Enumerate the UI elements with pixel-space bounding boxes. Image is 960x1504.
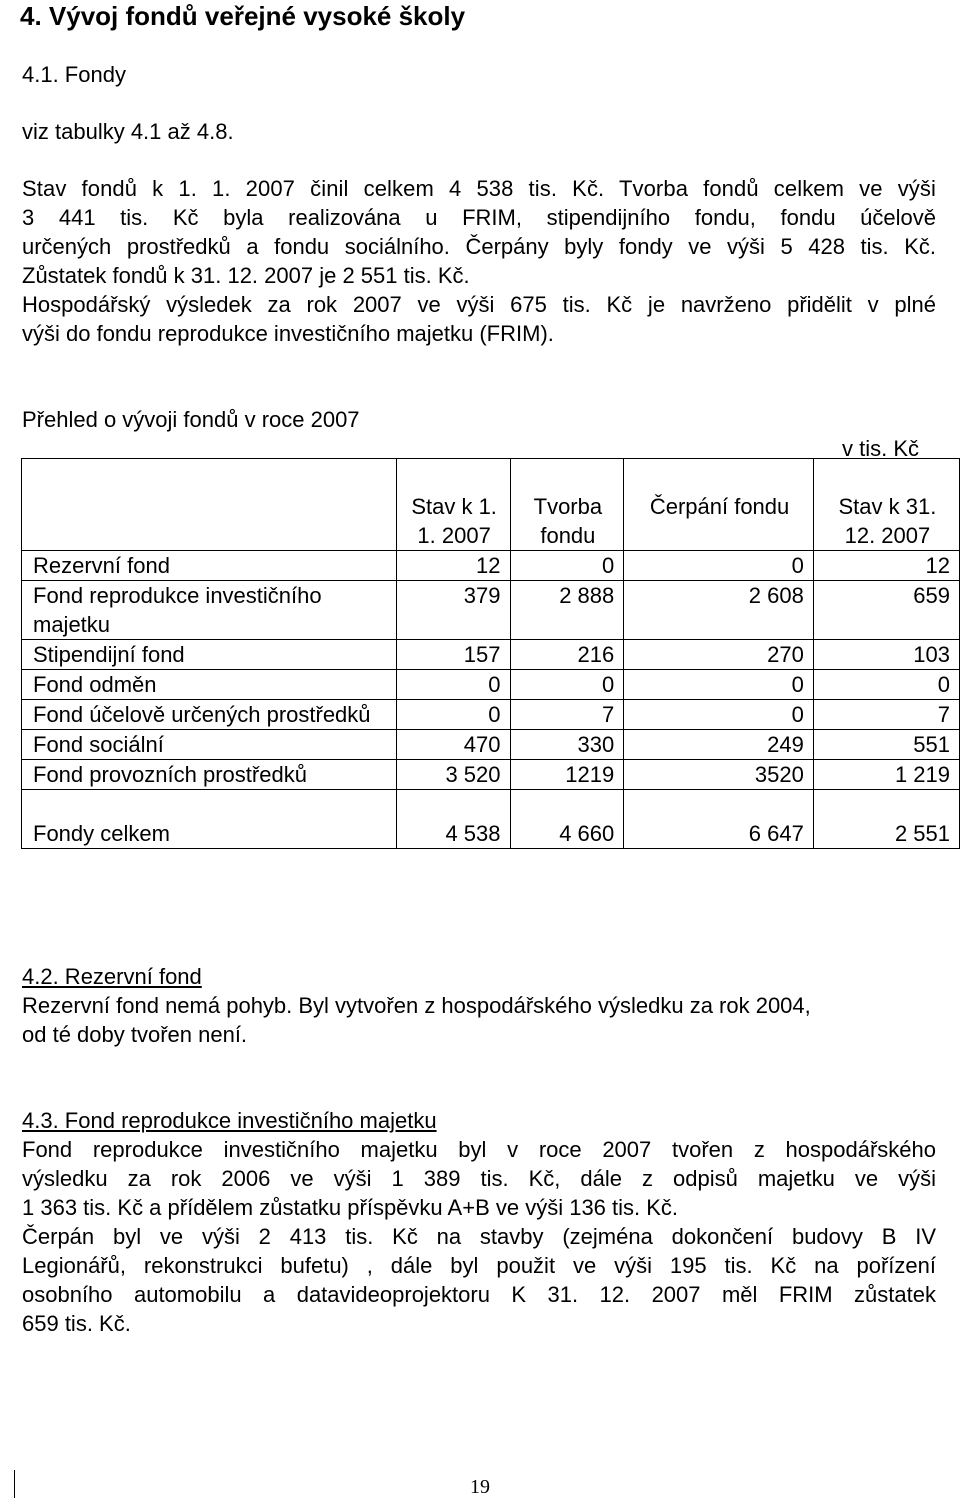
value-cell: 2 608: [624, 581, 814, 640]
value-cell: 103: [813, 640, 959, 670]
table-total-row: [22, 790, 960, 849]
header-cell: Tvorba fondu: [510, 459, 624, 551]
fund-name-cell: Fond reprodukce investičního majetku: [22, 581, 397, 640]
value-cell: 216: [510, 640, 624, 670]
total-value-cell: 4 538: [396, 790, 510, 849]
unit-label: v tis. Kč: [842, 436, 920, 461]
section-4-2-paragraph: [22, 991, 936, 1049]
paragraph-line: od té doby tvořen není.: [22, 1022, 248, 1047]
header-cell: Stav k 31. 12. 2007: [813, 459, 959, 551]
paragraph-line: výsledku za rok 2006 ve výši 1 389 tis. Kč, dále z odpisů majetku ve výši: [22, 1166, 936, 1191]
section-4-3-paragraph: [22, 1135, 936, 1338]
chapter-heading: 4. Vývoj fondů veřejné vysoké školy: [20, 1, 466, 31]
table-row: [22, 700, 960, 730]
paragraph-line: Čerpán byl ve výši 2 413 tis. Kč na stavby (zejména dokončení budovy B IV: [22, 1224, 936, 1249]
total-value-cell: 6 647: [624, 790, 814, 849]
paragraph-line: Fond reprodukce investičního majetku byl v roce 2007 tvořen z hospodářského: [22, 1137, 936, 1162]
value-cell: 7: [813, 700, 959, 730]
total-label-cell: Fondy celkem: [22, 790, 397, 849]
total-value-cell: 2 551: [813, 790, 959, 849]
paragraph-line: Zůstatek fondů k 31. 12. 2007 je 2 551 tis. Kč.: [22, 263, 470, 288]
value-cell: 0: [396, 670, 510, 700]
paragraph-line: 3 441 tis. Kč byla realizována u FRIM, stipendijního fondu, fondu účelově: [22, 205, 936, 230]
table-row: [22, 551, 960, 581]
value-cell: 3520: [624, 760, 814, 790]
fund-name-cell: Fond účelově určených prostředků: [22, 700, 397, 730]
table-header-row: [22, 459, 960, 551]
section-4-1-paragraph: [22, 174, 936, 348]
value-cell: 3 520: [396, 760, 510, 790]
section-4-1-reference: viz tabulky 4.1 až 4.8.: [22, 119, 234, 144]
value-cell: 0: [813, 670, 959, 700]
value-cell: 551: [813, 730, 959, 760]
fund-name-cell: Fond sociální: [22, 730, 397, 760]
value-cell: 0: [624, 551, 814, 581]
page-number: 19: [470, 1476, 490, 1498]
header-cell: Čerpání fondu: [624, 459, 814, 551]
value-cell: 330: [510, 730, 624, 760]
section-4-2-title: [22, 962, 202, 991]
value-cell: 12: [813, 551, 959, 581]
value-cell: 2 888: [510, 581, 624, 640]
total-value-cell: 4 660: [510, 790, 624, 849]
value-cell: 249: [624, 730, 814, 760]
fund-name-cell: Stipendijní fond: [22, 640, 397, 670]
value-cell: 0: [624, 670, 814, 700]
fund-name-cell: Rezervní fond: [22, 551, 397, 581]
value-cell: 270: [624, 640, 814, 670]
table-row: [22, 760, 960, 790]
value-cell: 0: [396, 700, 510, 730]
table-row: [22, 670, 960, 700]
fund-name-cell: Fond odměn: [22, 670, 397, 700]
paragraph-line: výši do fondu reprodukce investičního majetku (FRIM).: [22, 321, 554, 346]
value-cell: 470: [396, 730, 510, 760]
paragraph-line: Stav fondů k 1. 1. 2007 činil celkem 4 538 tis. Kč. Tvorba fondů celkem ve výši: [22, 176, 936, 201]
paragraph-line: osobního automobilu a datavideoprojektoru K 31. 12. 2007 měl FRIM zůstatek: [22, 1282, 936, 1307]
section-4-1-title: 4.1. Fondy: [22, 62, 126, 87]
fund-name-cell: Fond provozních prostředků: [22, 760, 397, 790]
table-row: [22, 730, 960, 760]
section-4-2-title-text: 4.2. Rezervní fond: [22, 964, 202, 989]
overview-title: Přehled o vývoji fondů v roce 2007: [22, 407, 360, 432]
paragraph-line: určených prostředků a fondu sociálního. Čerpány byly fondy ve výši 5 428 tis. Kč.: [22, 234, 936, 259]
paragraph-line: Rezervní fond nemá pohyb. Byl vytvořen z hospodářského výsledku za rok 2004,: [22, 993, 811, 1018]
header-cell: Stav k 1. 1. 2007: [396, 459, 510, 551]
value-cell: 0: [510, 551, 624, 581]
value-cell: 659: [813, 581, 959, 640]
value-cell: 379: [396, 581, 510, 640]
section-4-3-title-text: 4.3. Fond reprodukce investičního majetku: [22, 1108, 437, 1133]
value-cell: 0: [510, 670, 624, 700]
value-cell: 7: [510, 700, 624, 730]
table-row: [22, 581, 960, 640]
section-4-3-title: [22, 1106, 437, 1135]
table-row: [22, 640, 960, 670]
paragraph-line: 659 tis. Kč.: [22, 1311, 131, 1336]
paragraph-line: Hospodářský výsledek za rok 2007 ve výši 675 tis. Kč je navrženo přidělit v plné: [22, 292, 936, 317]
paragraph-line: 1 363 tis. Kč a přídělem zůstatku příspěvku A+B ve výši 136 tis. Kč.: [22, 1195, 679, 1220]
value-cell: 157: [396, 640, 510, 670]
value-cell: 0: [624, 700, 814, 730]
funds-table: [21, 458, 960, 849]
value-cell: 12: [396, 551, 510, 581]
value-cell: 1 219: [813, 760, 959, 790]
paragraph-line: Legionářů, rekonstrukci bufetu) , dále byl použit ve výši 195 tis. Kč na pořízení: [22, 1253, 936, 1278]
header-cell: [22, 459, 397, 551]
value-cell: 1219: [510, 760, 624, 790]
